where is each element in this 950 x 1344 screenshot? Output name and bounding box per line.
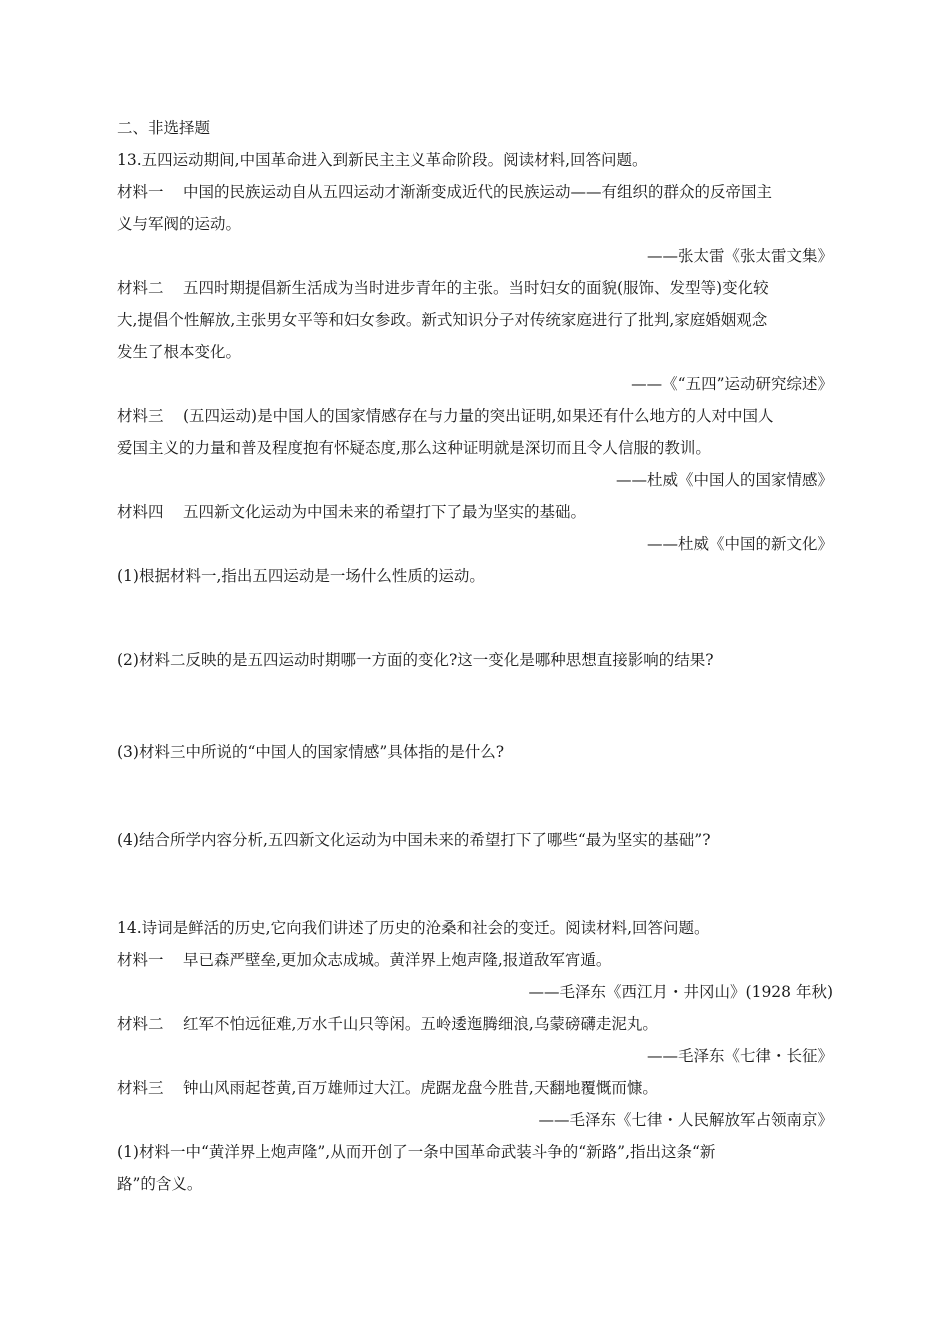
q13-sub4: (4)结合所学内容分析,五四新文化运动为中国未来的希望打下了哪些“最为坚实的基础”? bbox=[117, 831, 711, 849]
q13-sub3: (3)材料三中所说的“中国人的国家情感”具体指的是什么? bbox=[117, 743, 505, 761]
q14-material3-source: ——毛泽东《七律・人民解放军占领南京》 bbox=[538, 1111, 833, 1129]
q13-material4-label: 材料四 bbox=[117, 503, 164, 521]
q14-material2-source: ——毛泽东《七律・长征》 bbox=[646, 1047, 833, 1065]
q13-sub1: (1)根据材料一,指出五四运动是一场什么性质的运动。 bbox=[117, 567, 485, 585]
q14-material1-text1: 早已森严壁垒,更加众志成城。黄洋界上炮声隆,报道敌军宵遁。 bbox=[183, 951, 612, 969]
q13-material1-line1 bbox=[117, 182, 772, 202]
q14-material3-label: 材料三 bbox=[117, 1079, 164, 1097]
q13-material3-source: ——杜威《中国人的国家情感》 bbox=[615, 471, 833, 489]
q14-material3-text1: 钟山风雨起苍黄,百万雄师过大江。虎踞龙盘今胜昔,天翻地覆慨而慷。 bbox=[183, 1079, 658, 1097]
q13-material2-source: ——《“五四”运动研究综述》 bbox=[631, 375, 833, 393]
section-title: 二、非选择题 bbox=[117, 119, 211, 137]
q14-material1-label: 材料一 bbox=[117, 951, 164, 969]
q14-stem: 14.诗词是鲜活的历史,它向我们讲述了历史的沧桑和社会的变迁。阅读材料,回答问题。 bbox=[117, 919, 710, 937]
q14-material1-line1 bbox=[117, 950, 611, 970]
q13-material3-line2: 爱国主义的力量和普及程度抱有怀疑态度,那么这种证明就是深切而且令人信服的教训。 bbox=[117, 439, 711, 457]
q13-material1-line2: 义与军阀的运动。 bbox=[117, 215, 242, 233]
q13-material2-text1: 五四时期提倡新生活成为当时进步青年的主张。当时妇女的面貌(服饰、发型等)变化较 bbox=[183, 279, 769, 297]
q13-material4-text1: 五四新文化运动为中国未来的希望打下了最为坚实的基础。 bbox=[183, 503, 587, 521]
q13-material4-line1 bbox=[117, 502, 586, 522]
q13-material3-line1 bbox=[117, 406, 774, 426]
q13-material4-source: ——杜威《中国的新文化》 bbox=[646, 535, 833, 553]
q13-sub2: (2)材料二反映的是五四运动时期哪一方面的变化?这一变化是哪种思想直接影响的结果? bbox=[117, 651, 714, 669]
q14-material1-source: ——毛泽东《西江月・井冈山》(1928 年秋) bbox=[528, 983, 833, 1001]
q13-material2-line2: 大,提倡个性解放,主张男女平等和妇女参政。新式知识分子对传统家庭进行了批判,家庭婚姻观念 bbox=[117, 311, 768, 329]
q13-material3-label: 材料三 bbox=[117, 407, 164, 425]
q13-material3-text1: (五四运动)是中国人的国家情感存在与力量的突出证明,如果还有什么地方的人对中国人 bbox=[183, 407, 774, 425]
q13-material1-label: 材料一 bbox=[117, 183, 164, 201]
q14-material2-label: 材料二 bbox=[117, 1015, 164, 1033]
q14-sub1-line2: 路”的含义。 bbox=[117, 1175, 203, 1193]
q14-material2-text1: 红军不怕远征难,万水千山只等闲。五岭逶迤腾细浪,乌蒙磅礴走泥丸。 bbox=[183, 1015, 658, 1033]
q13-material2-label: 材料二 bbox=[117, 279, 164, 297]
q13-material2-line3: 发生了根本变化。 bbox=[117, 343, 242, 361]
q13-material1-text1: 中国的民族运动自从五四运动才渐渐变成近代的民族运动——有组织的群众的反帝国主 bbox=[183, 183, 773, 201]
q13-material1-source: ——张太雷《张太雷文集》 bbox=[646, 247, 833, 265]
q13-material2-line1 bbox=[117, 278, 769, 298]
q14-material2-line1 bbox=[117, 1014, 658, 1034]
q14-material3-line1 bbox=[117, 1078, 658, 1098]
q14-sub1-line1: (1)材料一中“黄洋界上炮声隆”,从而开创了一条中国革命武装斗争的“新路”,指出这条“新 bbox=[117, 1143, 716, 1161]
q13-stem: 13.五四运动期间,中国革命进入到新民主主义革命阶段。阅读材料,回答问题。 bbox=[117, 151, 648, 169]
